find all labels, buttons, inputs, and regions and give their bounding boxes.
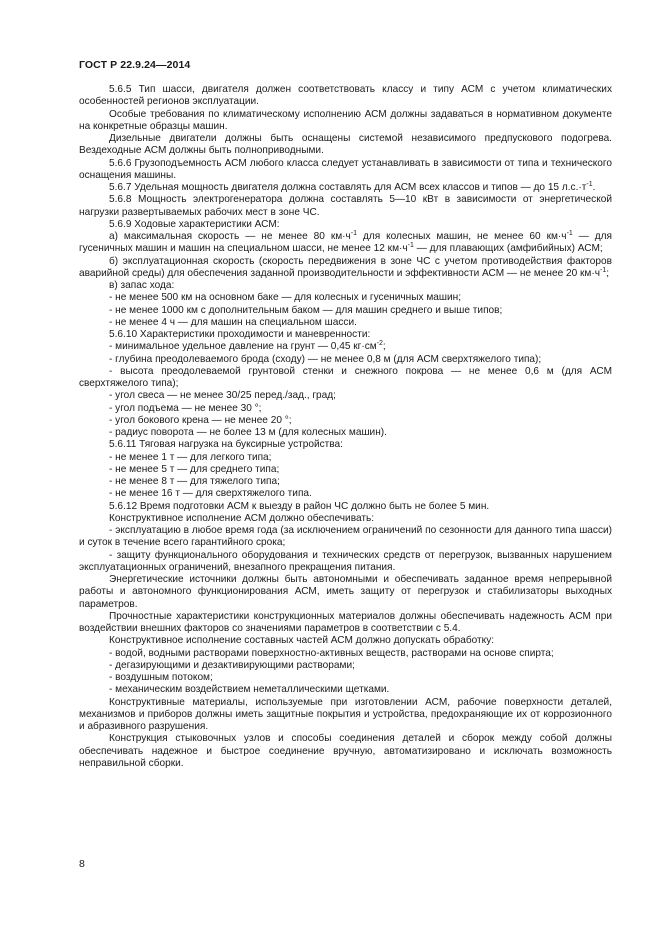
paragraph (79, 256, 612, 281)
paragraph-text: 5.6.9 Ходовые характеристики АСМ: (109, 218, 280, 230)
paragraph-text: - угол бокового крена — не менее 20 °; (109, 414, 292, 426)
superscript: -1 (566, 230, 573, 237)
paragraph (79, 513, 612, 525)
paragraph (79, 574, 612, 611)
paragraph-text: - не менее 8 т — для тяжелого типа; (109, 476, 280, 487)
superscript: -1 (600, 266, 607, 274)
paragraph-text: 5.6.5 Тип шасси, двигателя должен соответствовать классу и типу АСМ с учетом климатических особенностей регионов эксплуатации. (79, 84, 612, 108)
superscript: -1 (350, 230, 358, 237)
paragraph-text: для колесных машин, не менее 60 км·ч (357, 231, 567, 242)
paragraph-text: - угол подъема — не менее 30 °; (109, 402, 262, 414)
paragraph (79, 403, 612, 415)
paragraph-text: ; (606, 267, 610, 279)
paragraph (79, 231, 612, 256)
paragraph (79, 219, 612, 231)
paragraph-text: - не менее 16 т — для сверхтяжелого типа. (109, 488, 312, 500)
paragraph-text: - минимальное удельное давление на грунт — 0,45 кг·см (109, 341, 377, 353)
paragraph (79, 194, 612, 219)
paragraph (79, 427, 612, 439)
paragraph (79, 464, 612, 476)
paragraph (79, 415, 612, 427)
paragraph-text: 5.6.7 Удельная мощность двигателя должна составлять для АСМ всех классов и типов — до 15 л.с.·т (109, 182, 587, 193)
paragraph (79, 292, 612, 304)
paragraph (79, 354, 612, 366)
superscript: -2 (376, 340, 383, 348)
paragraph-text: Энергетические источники должны быть автономными и обеспечивать заданное время непрерывной работы и автономного функционирования АСМ, иметь защиту от перегрузок и стабилизаторы выходных параметров. (79, 574, 612, 610)
paragraph-text: 5.6.12 Время подготовки АСМ к выезду в район ЧС должно быть не более 5 мин. (109, 500, 490, 512)
paragraph-text: 5.6.10 Характеристики проходимости и маневренности: (109, 329, 371, 340)
paragraph-text: - не менее 1000 км с дополнительным баком — для машин среднего и выше типов; (109, 304, 503, 316)
paragraph-text: - механическим воздействием неметаллическими щетками. (109, 684, 390, 696)
paragraph-text: б) эксплуатационная скорость (скорость передвижения в зоне ЧС с учетом противодействия факторов аварийной среды) для обеспечения заданной производительности и эффективности АСМ — не менее 20 км·ч (79, 255, 612, 279)
paragraph (79, 488, 612, 500)
paragraph (79, 635, 612, 647)
paragraph-text: Прочностные характеристики конструкционных материалов должны обеспечивать надежность АСМ при воздействии внешних факторов со значениями параметров в соответствии с 5.4. (79, 610, 612, 634)
paragraph-text: Конструктивное исполнение АСМ должно обеспечивать: (109, 512, 375, 524)
paragraph-text: - дегазирующими и дезактивирующими растворами; (109, 659, 355, 671)
paragraph-text: Конструкция стыковочных узлов и способы соединения деталей и сборок между собой должны обеспечивать надежное и быстрое соединение вручную, автоматизировано и исключать возможность неправильной сборки. (79, 733, 612, 769)
paragraph-text: Особые требования по климатическому исполнению АСМ должны задаваться в нормативном документе на конкретные образцы машин. (79, 108, 612, 132)
document-header: ГОСТ Р 22.9.24—2014 (79, 59, 191, 71)
paragraph (79, 733, 612, 770)
paragraph-text: - воздушным потоком; (109, 672, 213, 683)
paragraph-text: ; (382, 341, 386, 353)
paragraph (79, 317, 612, 329)
paragraph (79, 660, 612, 672)
paragraph (79, 550, 612, 575)
paragraph (79, 390, 612, 402)
paragraph (79, 133, 612, 158)
paragraph-text: - не менее 5 т — для среднего типа; (109, 463, 280, 475)
paragraph (79, 158, 612, 183)
paragraph-text: 5.6.11 Тяговая нагрузка на буксирные устройства: (109, 439, 343, 451)
paragraph-text: — для плавающих (амфибийных) АСМ; (413, 243, 603, 255)
paragraph (79, 672, 612, 684)
document-body (79, 84, 612, 770)
paragraph-text: 5.6.6 Грузоподъемность АСМ любого класса следует устанавливать в зависимости от типа и технического оснащения машины. (79, 157, 612, 181)
paragraph (79, 305, 612, 317)
paragraph-text: - угол свеса — не менее 30/25 перед./зад., град; (109, 390, 336, 402)
paragraph-text: - не менее 1 т — для легкого типа; (109, 451, 272, 463)
paragraph-text: . (592, 182, 596, 193)
paragraph-text: - радиус поворота — не более 13 м (для колесных машин). (109, 427, 387, 438)
page-number: 8 (79, 858, 85, 870)
superscript: -1 (586, 181, 593, 188)
paragraph (79, 501, 612, 513)
paragraph-text: - не менее 4 ч — для машин на специальном шасси. (109, 316, 357, 328)
paragraph-text: - глубина преодолеваемого брода (сходу) — не менее 0,8 м (для АСМ сверхтяжелого типа); (109, 353, 542, 365)
paragraph-text: — для гусеничных машин и машин на специальном шасси, не менее 12 км·ч (79, 231, 612, 255)
paragraph-text: Конструктивное исполнение составных частей АСМ должно допускать обработку: (109, 635, 495, 647)
paragraph-text: в) запас хода: (109, 280, 175, 291)
paragraph-text: - водой, водными растворами поверхностно-активных веществ, растворами на основе спирта; (109, 647, 554, 659)
paragraph (79, 439, 612, 451)
paragraph (79, 109, 612, 134)
paragraph (79, 684, 612, 696)
paragraph (79, 341, 612, 353)
paragraph-text: Дизельные двигатели должны быть оснащены системой независимого предпускового подогрева. Вездеходные АСМ должны быть полноприводными. (79, 133, 612, 157)
paragraph-text: - высота преодолеваемой грунтовой стенки и снежного покрова — не менее 0,6 м (для АСМ сверхтяжелого типа); (79, 365, 612, 389)
paragraph (79, 525, 612, 550)
paragraph (79, 611, 612, 636)
paragraph (79, 366, 612, 391)
paragraph (79, 280, 612, 292)
paragraph-text: а) максимальная скорость — не менее 80 км·ч (109, 231, 351, 242)
paragraph (79, 182, 612, 194)
paragraph-text: - не менее 500 км на основном баке — для колесных и гусеничных машин; (109, 292, 462, 304)
paragraph-text: Конструктивные материалы, используемые при изготовлении АСМ, рабочие поверхности деталей, механизмов и приборов должны иметь защитные покрытия и устройства, предохраняющие их от коррозионного и абразивного разрушения. (79, 696, 612, 732)
paragraph-text: 5.6.8 Мощность электрогенератора должна составлять 5—10 кВт в зависимости от энергетической нагрузки развертываемых рабочих мест в зоне ЧС. (79, 194, 612, 218)
paragraph (79, 329, 612, 341)
paragraph-text: - защиту функционального оборудования и технических средств от перегрузок, вызванных нарушением эксплуатационных ограничений, внезапного прекращения питания. (79, 549, 612, 573)
paragraph (79, 476, 612, 488)
paragraph (79, 452, 612, 464)
superscript: -1 (407, 242, 414, 250)
paragraph (79, 697, 612, 734)
paragraph (79, 84, 612, 109)
paragraph (79, 648, 612, 660)
paragraph-text: - эксплуатацию в любое время года (за исключением ограничений по сезонности для данного типа шасси) и суток в течение всего гарантийного срока; (79, 525, 612, 549)
